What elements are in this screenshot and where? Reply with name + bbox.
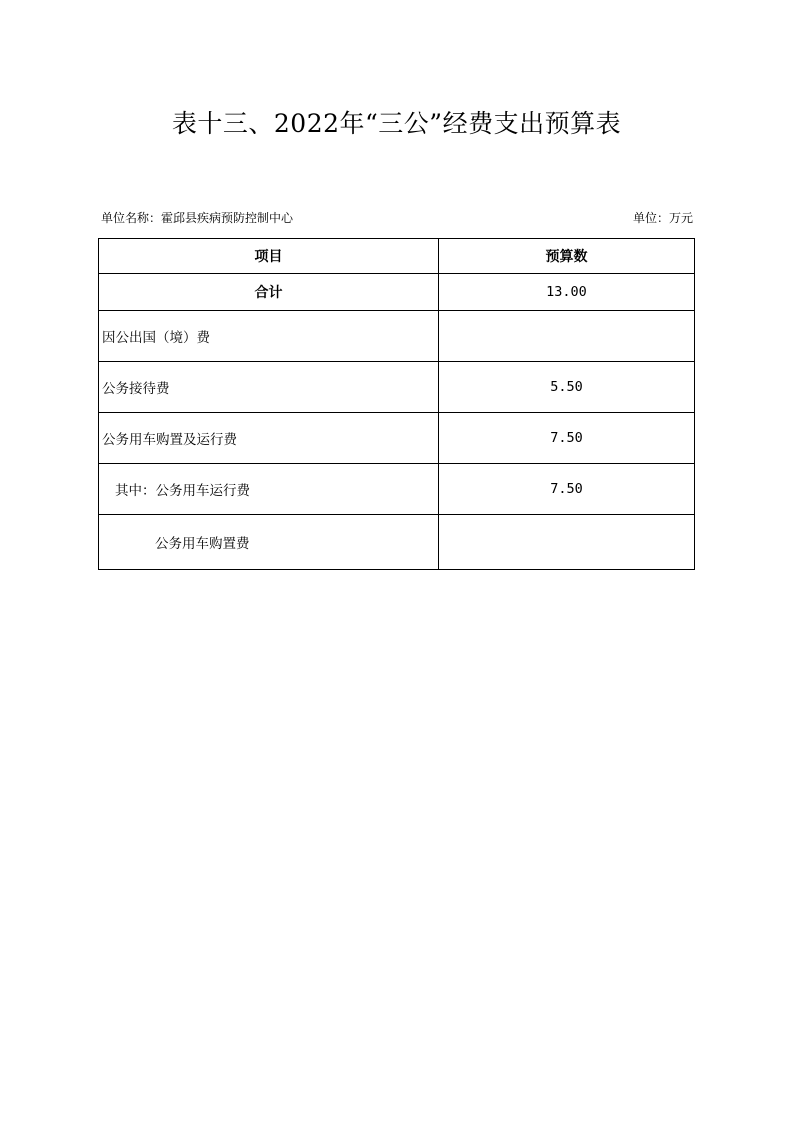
header-amount: 预算数: [439, 239, 695, 274]
table-total-row: [99, 274, 695, 311]
row-item-label: 其中：公务用车运行费: [99, 464, 439, 515]
table-row: [99, 311, 695, 362]
row-amount: 5.50: [439, 362, 695, 413]
table-row: [99, 413, 695, 464]
row-amount: 7.50: [439, 464, 695, 515]
row-item-label: 公务用车购置及运行费: [99, 413, 439, 464]
row-item-label: 公务用车购置费: [99, 515, 439, 570]
row-item-label: 公务接待费: [99, 362, 439, 413]
total-amount: 13.00: [439, 274, 695, 311]
table-header-row: [99, 239, 695, 274]
header-item: 项目: [99, 239, 439, 274]
row-item-label: 因公出国（境）费: [99, 311, 439, 362]
total-item-label: 合计: [99, 274, 439, 311]
budget-table: [98, 238, 695, 570]
row-amount: 7.50: [439, 413, 695, 464]
table-row: [99, 464, 695, 515]
unit-of-measure-label: 单位：万元: [632, 211, 693, 225]
page-title: 表十三、2022年“三公”经费支出预算表: [171, 109, 622, 138]
table-row: [99, 515, 695, 570]
row-amount: [439, 311, 695, 362]
unit-name-label: 单位名称：霍邱县疾病预防控制中心: [101, 211, 294, 225]
row-amount: [439, 515, 695, 570]
table-row: [99, 362, 695, 413]
